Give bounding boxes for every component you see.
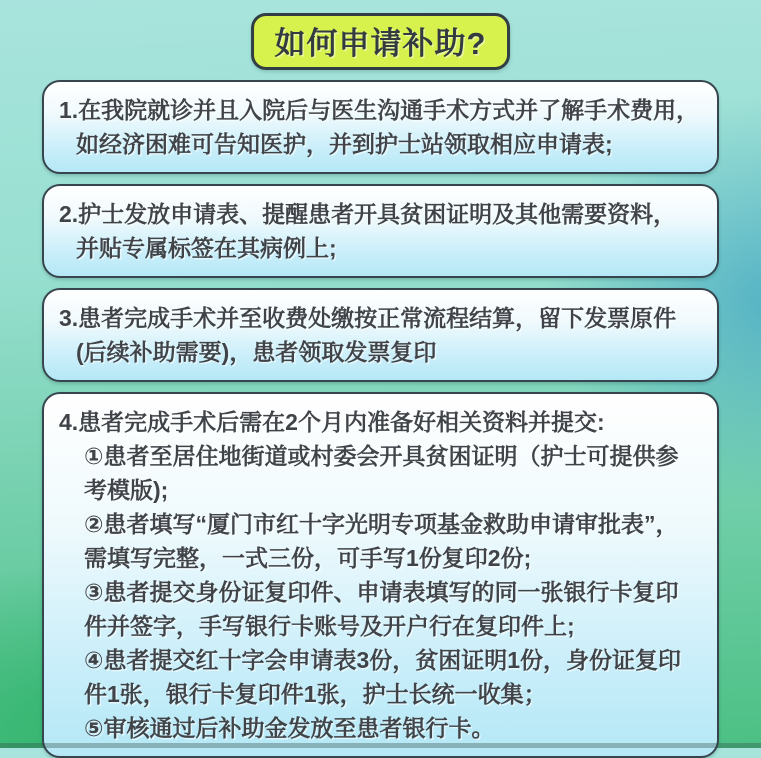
card-text-line: 1.在我院就诊并且入院后与医生沟通手术方式并了解手术费用， [59,97,700,123]
card-text-line: ②患者填写“厦门市红十字光明专项基金救助申请审批表”， [84,511,679,537]
card-text-line: 如经济困难可告知医护，并到护士站领取相应申请表; [76,131,613,157]
card-text-line: ④患者提交红十字会申请表3份，贫困证明1份，身份证复印 [84,647,682,673]
card-lines [59,301,699,369]
steps-list [42,80,719,758]
step-3-card [42,288,719,382]
card-text-line: ①患者至居住地街道或村委会开具贫困证明（护士可提供参 [84,443,679,469]
card-text-line: 3.患者完成手术并至收费处缴按正常流程结算，留下发票原件 [59,305,677,331]
page-title: 如何申请补助? [251,13,511,70]
card-text-line: ③患者提交身份证复印件、申请表填写的同一张银行卡复印 [84,579,679,605]
step-1-card [42,80,719,174]
card-text-line: 件并签字，手写银行卡账号及开户行在复印件上; [84,613,575,639]
card-text-line: 4.患者完成手术后需在2个月内准备好相关资料并提交: [59,409,605,435]
card-text-line: ⑤审核通过后补助金发放至患者银行卡。 [84,715,495,741]
card-text-line: 考模版); [84,477,169,503]
card-text-line: 并贴专属标签在其病例上; [76,235,337,261]
bottom-edge-strip [0,743,761,748]
card-text-line: 需填写完整，一式三份，可手写1份复印2份; [84,545,532,571]
card-text-line: 件1张，银行卡复印件1张，护士长统一收集； [84,681,547,707]
card-text-line: 2.护士发放申请表、提醒患者开具贫困证明及其他需要资料， [59,201,677,227]
step-4-card [42,392,719,758]
card-lines [59,93,699,161]
card-lines [59,405,699,745]
card-text-line: (后续补助需要)，患者领取发票复印 [76,339,437,365]
step-2-card [42,184,719,278]
card-lines [59,197,699,265]
